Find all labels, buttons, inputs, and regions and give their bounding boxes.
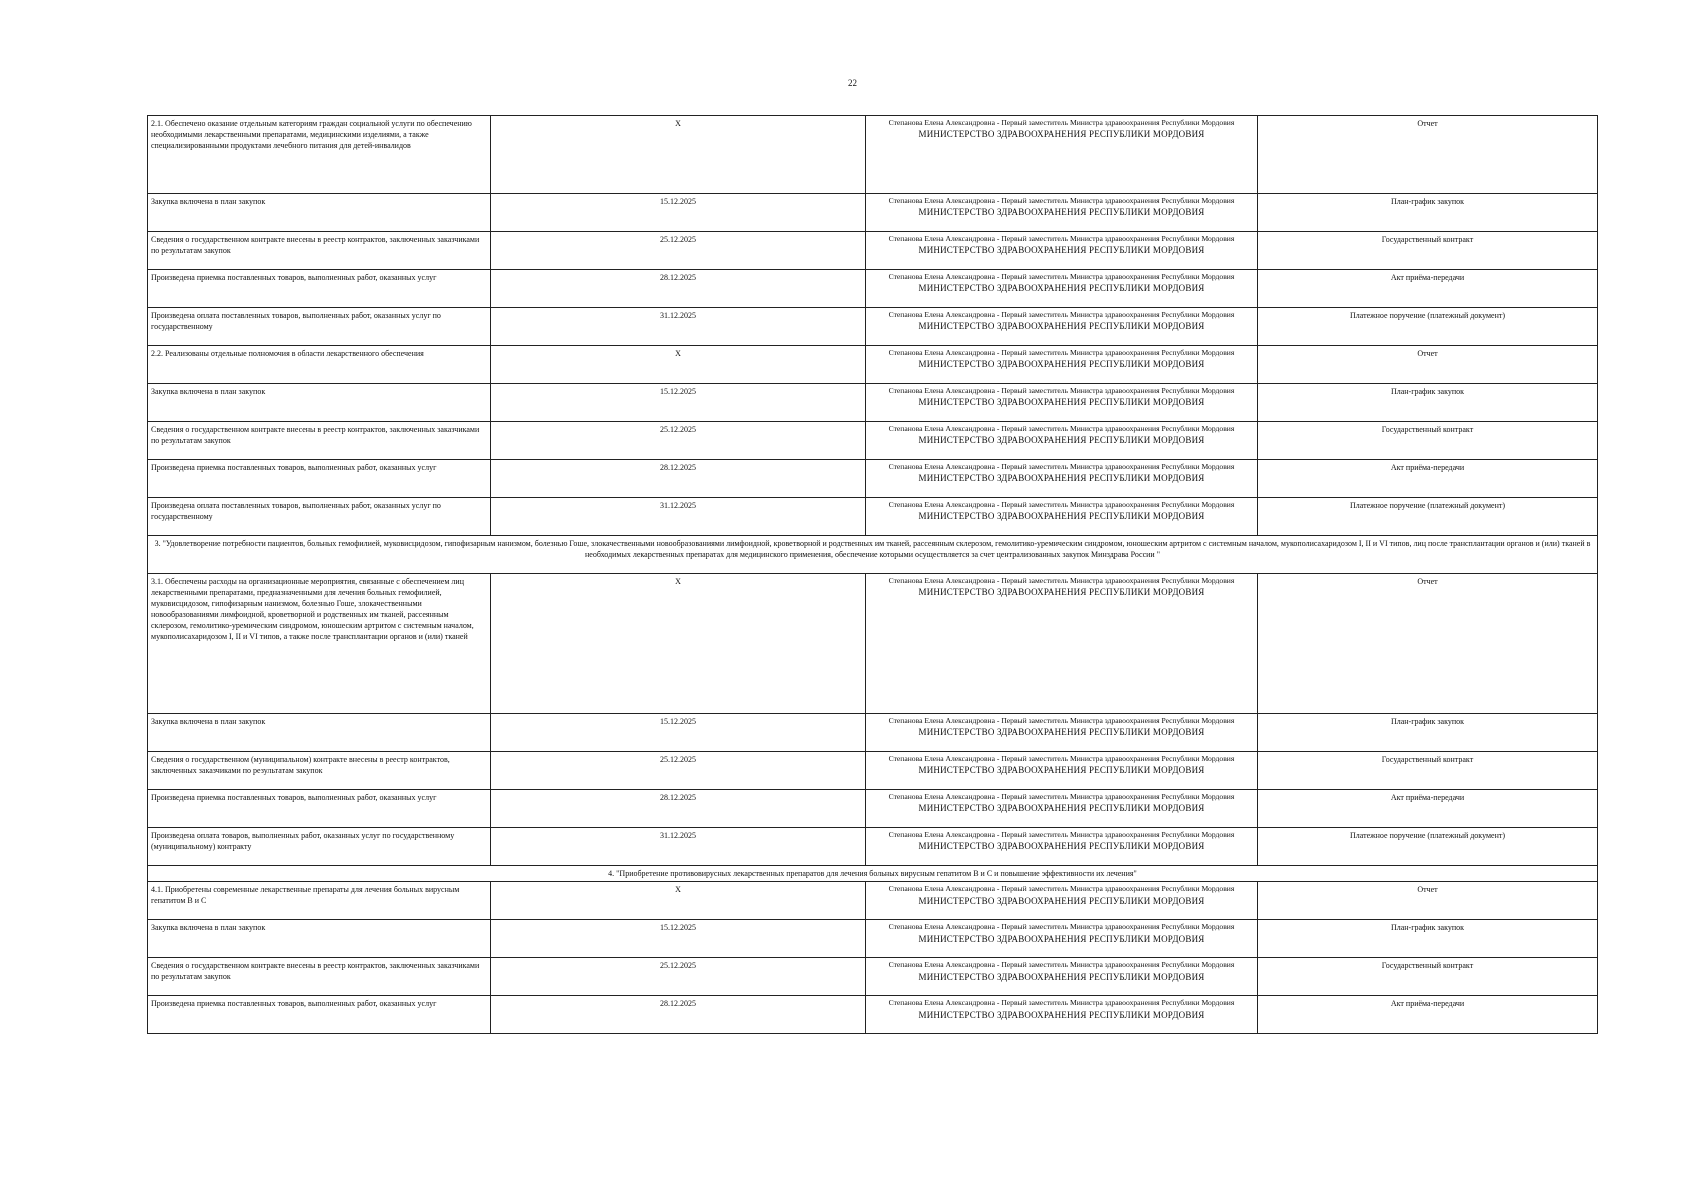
event-cell: Произведена приемка поставленных товаров, выполненных работ, оказанных услуг	[148, 460, 491, 498]
responsible-person: Степанова Елена Александровна - Первый заместитель Министра здравоохранения Республики Мордовия	[888, 424, 1235, 433]
responsible-ministry: МИНИСТЕРСТВО ЗДРАВООХРАНЕНИЯ РЕСПУБЛИКИ МОРДОВИЯ	[918, 841, 1205, 852]
date-cell: 28.12.2025	[491, 996, 866, 1034]
document-cell: План-график закупок	[1258, 384, 1598, 422]
event-cell: Закупка включена в план закупок	[148, 920, 491, 958]
responsible-cell	[866, 882, 1258, 920]
table-row	[148, 460, 1598, 498]
event-cell: Произведена приемка поставленных товаров, выполненных работ, оказанных услуг	[148, 790, 491, 828]
section-title: 3. "Удовлетворение потребности пациентов, больных гемофилией, муковисцидозом, гипофизарным нанизмом, болезнью Гоше, злокачественными новообразованиями лимфоидной, кроветворной и родственных им тканей, рассеянным склерозом, гемолитико-уремическим синдромом, юношеским артритом с системным началом, мукополисахаридозом I, II и VI типов, лиц после трансплантации органов и (или) тканей в необходимых лекарственных препаратах для медицинского применения, обеспечение которыми осуществляется за счет централизованных закупок Минздрава России "	[148, 536, 1598, 574]
document-cell: План-график закупок	[1258, 194, 1598, 232]
date-cell: 25.12.2025	[491, 232, 866, 270]
table-row	[148, 828, 1598, 866]
date-cell: 25.12.2025	[491, 422, 866, 460]
responsible-cell	[866, 790, 1258, 828]
table-row	[148, 714, 1598, 752]
date-cell: 15.12.2025	[491, 384, 866, 422]
responsible-ministry: МИНИСТЕРСТВО ЗДРАВООХРАНЕНИЯ РЕСПУБЛИКИ МОРДОВИЯ	[918, 129, 1205, 140]
responsible-cell	[866, 308, 1258, 346]
responsible-ministry: МИНИСТЕРСТВО ЗДРАВООХРАНЕНИЯ РЕСПУБЛИКИ МОРДОВИЯ	[918, 765, 1205, 776]
responsible-ministry: МИНИСТЕРСТВО ЗДРАВООХРАНЕНИЯ РЕСПУБЛИКИ МОРДОВИЯ	[918, 359, 1205, 370]
responsible-cell	[866, 194, 1258, 232]
event-cell: Сведения о государственном контракте внесены в реестр контрактов, заключенных заказчиками по результатам закупок	[148, 232, 491, 270]
date-cell: 25.12.2025	[491, 958, 866, 996]
responsible-cell	[866, 714, 1258, 752]
responsible-person: Степанова Елена Александровна - Первый заместитель Министра здравоохранения Республики Мордовия	[888, 118, 1235, 127]
responsible-ministry: МИНИСТЕРСТВО ЗДРАВООХРАНЕНИЯ РЕСПУБЛИКИ МОРДОВИЯ	[918, 1009, 1205, 1020]
responsible-ministry: МИНИСТЕРСТВО ЗДРАВООХРАНЕНИЯ РЕСПУБЛИКИ МОРДОВИЯ	[918, 511, 1205, 522]
event-cell: Произведена приемка поставленных товаров, выполненных работ, оказанных услуг	[148, 996, 491, 1034]
document-cell: Акт приёма-передачи	[1258, 270, 1598, 308]
table-row	[148, 116, 1598, 194]
date-cell: 31.12.2025	[491, 498, 866, 536]
document-cell: Государственный контракт	[1258, 422, 1598, 460]
plan-table-body	[148, 116, 1598, 1034]
responsible-ministry: МИНИСТЕРСТВО ЗДРАВООХРАНЕНИЯ РЕСПУБЛИКИ МОРДОВИЯ	[918, 283, 1205, 294]
event-cell: Сведения о государственном контракте внесены в реестр контрактов, заключенных заказчиками по результатам закупок	[148, 422, 491, 460]
responsible-cell	[866, 346, 1258, 384]
date-cell: 31.12.2025	[491, 828, 866, 866]
responsible-person: Степанова Елена Александровна - Первый заместитель Министра здравоохранения Республики Мордовия	[888, 998, 1235, 1008]
date-cell: 28.12.2025	[491, 460, 866, 498]
responsible-cell	[866, 116, 1258, 194]
responsible-cell	[866, 920, 1258, 958]
table-row	[148, 422, 1598, 460]
responsible-ministry: МИНИСТЕРСТВО ЗДРАВООХРАНЕНИЯ РЕСПУБЛИКИ МОРДОВИЯ	[918, 435, 1205, 446]
event-cell: Закупка включена в план закупок	[148, 714, 491, 752]
responsible-person: Степанова Елена Александровна - Первый заместитель Министра здравоохранения Республики Мордовия	[888, 754, 1235, 763]
document-cell: Платежное поручение (платежный документ)	[1258, 308, 1598, 346]
document-cell: Государственный контракт	[1258, 958, 1598, 996]
document-cell: Акт приёма-передачи	[1258, 790, 1598, 828]
date-cell: X	[491, 116, 866, 194]
date-cell: 28.12.2025	[491, 790, 866, 828]
event-cell: 3.1. Обеспечены расходы на организационные мероприятия, связанные с обеспечением лиц лекарственными препаратами, предназначенными для лечения больных гемофилией, муковисцидозом, гипофизарным нанизмом, болезнью Гоше, злокачественными новообразованиями лимфоидной, кроветворной и родственных им тканей, рассеянным склерозом, гемолитико-уремическим синдромом, юношеским артритом с системным началом, мукополисахаридозом I, II и VI типов, а также после трансплантации органов и (или) тканей	[148, 574, 491, 714]
responsible-cell	[866, 460, 1258, 498]
responsible-person: Степанова Елена Александровна - Первый заместитель Министра здравоохранения Республики Мордовия	[888, 348, 1235, 357]
responsible-cell	[866, 498, 1258, 536]
table-row	[148, 270, 1598, 308]
date-cell: X	[491, 346, 866, 384]
event-cell: 2.2. Реализованы отдельные полномочия в области лекарственного обеспечения	[148, 346, 491, 384]
table-row	[148, 752, 1598, 790]
event-cell: Сведения о государственном контракте внесены в реестр контрактов, заключенных заказчиками по результатам закупок	[148, 958, 491, 996]
document-cell: Отчет	[1258, 346, 1598, 384]
responsible-cell	[866, 232, 1258, 270]
date-cell: X	[491, 574, 866, 714]
responsible-person: Степанова Елена Александровна - Первый заместитель Министра здравоохранения Республики Мордовия	[888, 196, 1235, 205]
responsible-person: Степанова Елена Александровна - Первый заместитель Министра здравоохранения Республики Мордовия	[888, 884, 1235, 894]
responsible-person: Степанова Елена Александровна - Первый заместитель Министра здравоохранения Республики Мордовия	[888, 830, 1235, 839]
event-cell: Закупка включена в план закупок	[148, 194, 491, 232]
section-row	[148, 866, 1598, 882]
document-cell: Платежное поручение (платежный документ)	[1258, 828, 1598, 866]
table-row	[148, 996, 1598, 1034]
document-cell: План-график закупок	[1258, 714, 1598, 752]
responsible-ministry: МИНИСТЕРСТВО ЗДРАВООХРАНЕНИЯ РЕСПУБЛИКИ МОРДОВИЯ	[918, 933, 1205, 944]
responsible-ministry: МИНИСТЕРСТВО ЗДРАВООХРАНЕНИЯ РЕСПУБЛИКИ МОРДОВИЯ	[918, 207, 1205, 218]
responsible-person: Степанова Елена Александровна - Первый заместитель Министра здравоохранения Республики Мордовия	[888, 272, 1235, 281]
table-row	[148, 574, 1598, 714]
document-cell: Акт приёма-передачи	[1258, 996, 1598, 1034]
document-cell: Отчет	[1258, 116, 1598, 194]
date-cell: 15.12.2025	[491, 194, 866, 232]
document-cell: Платежное поручение (платежный документ)	[1258, 498, 1598, 536]
responsible-person: Степанова Елена Александровна - Первый заместитель Министра здравоохранения Республики Мордовия	[888, 462, 1235, 471]
responsible-ministry: МИНИСТЕРСТВО ЗДРАВООХРАНЕНИЯ РЕСПУБЛИКИ МОРДОВИЯ	[918, 397, 1205, 408]
event-cell: Произведена оплата поставленных товаров, выполненных работ, оказанных услуг по государственному	[148, 308, 491, 346]
document-cell: Отчет	[1258, 882, 1598, 920]
date-cell: 25.12.2025	[491, 752, 866, 790]
event-cell: Закупка включена в план закупок	[148, 384, 491, 422]
table-row	[148, 232, 1598, 270]
responsible-person: Степанова Елена Александровна - Первый заместитель Министра здравоохранения Республики Мордовия	[888, 792, 1235, 801]
responsible-cell	[866, 574, 1258, 714]
responsible-ministry: МИНИСТЕРСТВО ЗДРАВООХРАНЕНИЯ РЕСПУБЛИКИ МОРДОВИЯ	[918, 895, 1205, 906]
document-cell: Отчет	[1258, 574, 1598, 714]
responsible-cell	[866, 270, 1258, 308]
event-cell: Произведена приемка поставленных товаров, выполненных работ, оказанных услуг	[148, 270, 491, 308]
event-cell: Произведена оплата поставленных товаров, выполненных работ, оказанных услуг по государственному	[148, 498, 491, 536]
responsible-person: Степанова Елена Александровна - Первый заместитель Министра здравоохранения Республики Мордовия	[888, 960, 1235, 970]
date-cell: 15.12.2025	[491, 920, 866, 958]
responsible-ministry: МИНИСТЕРСТВО ЗДРАВООХРАНЕНИЯ РЕСПУБЛИКИ МОРДОВИЯ	[918, 727, 1205, 738]
table-row	[148, 958, 1598, 996]
responsible-ministry: МИНИСТЕРСТВО ЗДРАВООХРАНЕНИЯ РЕСПУБЛИКИ МОРДОВИЯ	[918, 473, 1205, 484]
event-cell: Произведена оплата товаров, выполненных работ, оказанных услуг по государственному (муниципальному) контракту	[148, 828, 491, 866]
table-row	[148, 384, 1598, 422]
responsible-ministry: МИНИСТЕРСТВО ЗДРАВООХРАНЕНИЯ РЕСПУБЛИКИ МОРДОВИЯ	[918, 587, 1205, 598]
responsible-cell	[866, 828, 1258, 866]
responsible-cell	[866, 752, 1258, 790]
responsible-person: Степанова Елена Александровна - Первый заместитель Министра здравоохранения Республики Мордовия	[888, 716, 1235, 725]
responsible-cell	[866, 958, 1258, 996]
document-cell: Акт приёма-передачи	[1258, 460, 1598, 498]
table-row	[148, 498, 1598, 536]
table-row	[148, 346, 1598, 384]
event-cell: 4.1. Приобретены современные лекарственные препараты для лечения больных вирусным гепатитом В и С	[148, 882, 491, 920]
responsible-cell	[866, 422, 1258, 460]
responsible-ministry: МИНИСТЕРСТВО ЗДРАВООХРАНЕНИЯ РЕСПУБЛИКИ МОРДОВИЯ	[918, 803, 1205, 814]
table-row	[148, 882, 1598, 920]
responsible-person: Степанова Елена Александровна - Первый заместитель Министра здравоохранения Республики Мордовия	[888, 922, 1235, 932]
event-cell: Сведения о государственном (муниципальном) контракте внесены в реестр контрактов, заключенных заказчиками по результатам закупок	[148, 752, 491, 790]
responsible-ministry: МИНИСТЕРСТВО ЗДРАВООХРАНЕНИЯ РЕСПУБЛИКИ МОРДОВИЯ	[918, 971, 1205, 982]
section-title: 4. "Приобретение противовирусных лекарственных препаратов для лечения больных вирусным гепатитом В и С и повышение эффективности их лечения"	[148, 866, 1598, 882]
date-cell: X	[491, 882, 866, 920]
responsible-cell	[866, 384, 1258, 422]
document-cell: Государственный контракт	[1258, 232, 1598, 270]
page-number: 22	[848, 78, 857, 88]
table-row	[148, 308, 1598, 346]
responsible-person: Степанова Елена Александровна - Первый заместитель Министра здравоохранения Республики Мордовия	[888, 234, 1235, 243]
event-cell: 2.1. Обеспечено оказание отдельным категориям граждан социальной услуги по обеспечению необходимыми лекарственными препаратами, медицинскими изделиями, а также специализированными продуктами лечебного питания для детей-инвалидов	[148, 116, 491, 194]
table-row	[148, 790, 1598, 828]
responsible-person: Степанова Елена Александровна - Первый заместитель Министра здравоохранения Республики Мордовия	[888, 310, 1235, 319]
document-cell: План-график закупок	[1258, 920, 1598, 958]
date-cell: 15.12.2025	[491, 714, 866, 752]
section-row	[148, 536, 1598, 574]
responsible-person: Степанова Елена Александровна - Первый заместитель Министра здравоохранения Республики Мордовия	[888, 386, 1235, 395]
responsible-cell	[866, 996, 1258, 1034]
document-cell: Государственный контракт	[1258, 752, 1598, 790]
responsible-person: Степанова Елена Александровна - Первый заместитель Министра здравоохранения Республики Мордовия	[888, 500, 1235, 509]
table-row	[148, 920, 1598, 958]
responsible-ministry: МИНИСТЕРСТВО ЗДРАВООХРАНЕНИЯ РЕСПУБЛИКИ МОРДОВИЯ	[918, 245, 1205, 256]
responsible-ministry: МИНИСТЕРСТВО ЗДРАВООХРАНЕНИЯ РЕСПУБЛИКИ МОРДОВИЯ	[918, 321, 1205, 332]
table-row	[148, 194, 1598, 232]
responsible-person: Степанова Елена Александровна - Первый заместитель Министра здравоохранения Республики Мордовия	[888, 576, 1235, 585]
plan-table	[147, 115, 1598, 1034]
date-cell: 31.12.2025	[491, 308, 866, 346]
date-cell: 28.12.2025	[491, 270, 866, 308]
